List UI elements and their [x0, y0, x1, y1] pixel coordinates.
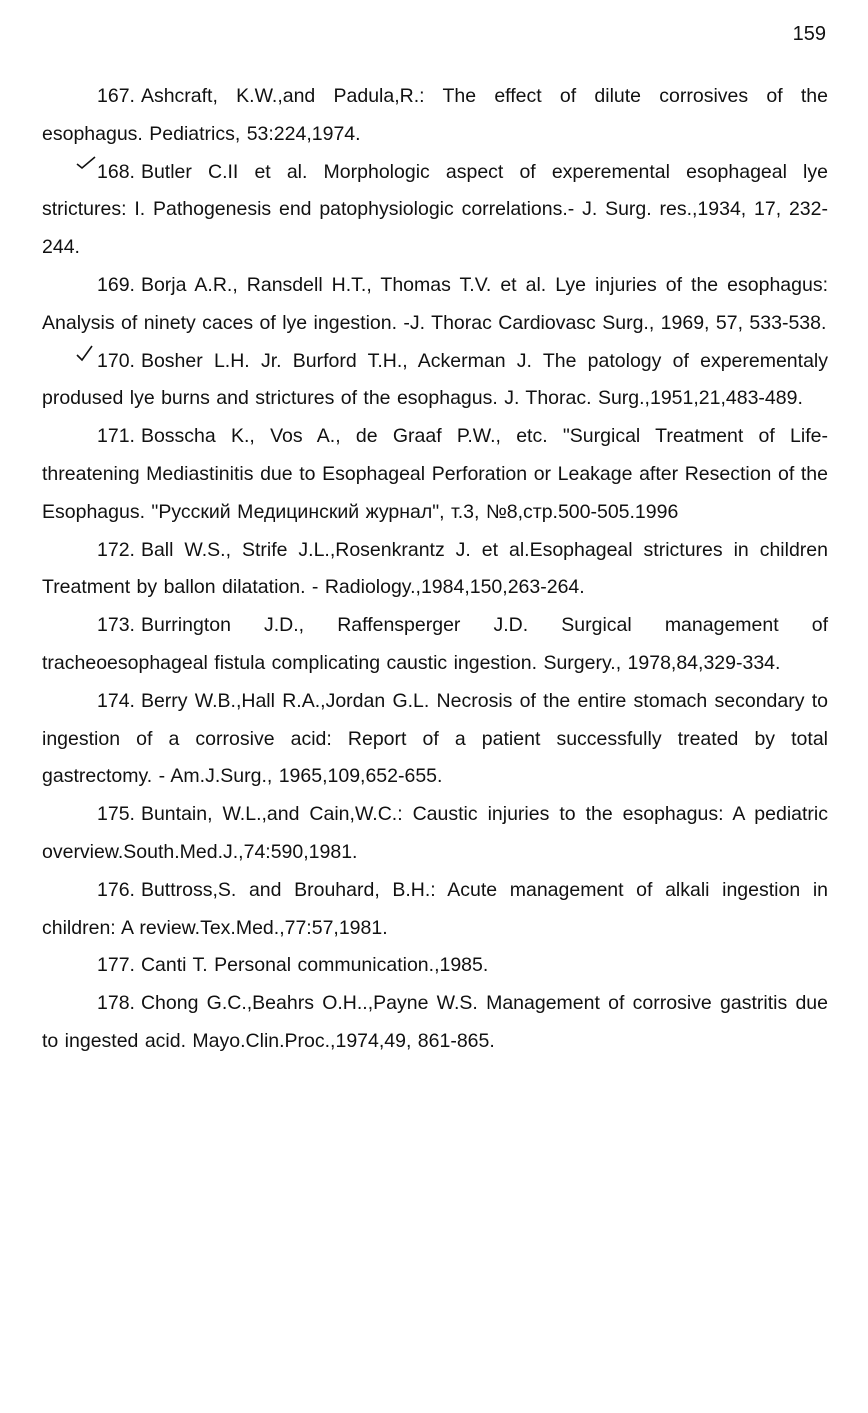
reference-number: 177. [97, 954, 135, 977]
reference-number: 167. [97, 85, 135, 107]
reference-text: Berry W.B.,Hall R.A.,Jordan G.L. Necrosis of the entire stomach secondary to ingestion of a corrosive acid: Report of a patient successfully treated by total gastrectomy. - Am.J.Surg., 1965,109,652-655. [42, 689, 828, 788]
reference-number: 168. [97, 160, 135, 183]
reference-number: 170. [97, 349, 135, 372]
reference-text: Bosher L.H. Jr. Burford T.H., Ackerman J. The patology of experementaly prodused lye burns and strictures of the esophagus. J. Thorac. Surg.,1951,21,483-489. [42, 349, 828, 410]
reference-number: 173. [97, 614, 135, 637]
reference-item [42, 78, 828, 154]
reference-list [42, 78, 828, 1061]
reference-text: Buttross,S. and Brouhard, B.H.: Acute management of alkali ingestion in children: A review.Tex.Med.,77:57,1981. [42, 878, 828, 939]
reference-number: 175. [97, 803, 135, 826]
reference-number: 178. [97, 992, 135, 1015]
reference-item [42, 418, 828, 531]
reference-item [42, 607, 828, 683]
reference-item [42, 947, 828, 985]
reference-item [42, 683, 828, 796]
checkmark-icon [75, 345, 97, 363]
reference-text: Chong G.C.,Beahrs O.H..,Payne W.S. Management of corrosive gastritis due to ingested acid. Mayo.Clin.Proc.,1974,49, 861-865. [42, 992, 828, 1052]
reference-text: Borja A.R., Ransdell H.T., Thomas T.V. et al. Lye injuries of the esophagus: Analysis of ninety caces of lye ingestion. -J. Thorac Cardiovasc Surg., 1969, 57, 533-538. [42, 273, 828, 334]
reference-number: 174. [97, 689, 135, 712]
checkmark-icon [75, 156, 97, 174]
reference-item [42, 872, 828, 948]
page-number: 159 [792, 23, 826, 45]
reference-number: 176. [97, 878, 135, 901]
reference-number: 169. [97, 273, 135, 296]
reference-item [42, 154, 828, 267]
reference-text: Butler C.II et al. Morphologic aspect of experemental esophageal lye strictures: I. Pathogenesis end patophysiologic correlations.- J. Surg. res.,1934, 17, 232-244. [42, 160, 828, 259]
reference-item [42, 532, 828, 608]
reference-text: Bosscha K., Vos A., de Graaf P.W., etc. "Surgical Treatment of Life-threatening Mediastinitis due to Esophageal Perforation or Leakage after Resection of the Esophagus. "Русский Медицинский журнал", т.3, №8,стр.500-505.1996 [42, 425, 828, 523]
reference-text: Ashcraft, K.W.,and Padula,R.: The effect of dilute corrosives of the esophagus. Pediatrics, 53:224,1974. [42, 85, 828, 145]
reference-number: 171. [97, 425, 135, 448]
reference-number: 172. [97, 538, 135, 561]
reference-item [42, 796, 828, 872]
reference-item [42, 267, 828, 343]
reference-item [42, 343, 828, 419]
reference-text: Buntain, W.L.,and Cain,W.C.: Caustic injuries to the esophagus: A pediatric overview.South.Med.J.,74:590,1981. [42, 803, 828, 863]
reference-text: Ball W.S., Strife J.L.,Rosenkrantz J. et al.Esophageal strictures in children Treatment by ballon dilatation. - Radiology.,1984,150,263-264. [42, 538, 828, 599]
reference-text: Burrington J.D., Raffensperger J.D. Surgical management of tracheoesophageal fistula complicating caustic ingestion. Surgery., 1978,84,329-334. [42, 614, 828, 674]
reference-text: Canti T. Personal communication.,1985. [140, 954, 489, 977]
reference-item [42, 985, 828, 1061]
